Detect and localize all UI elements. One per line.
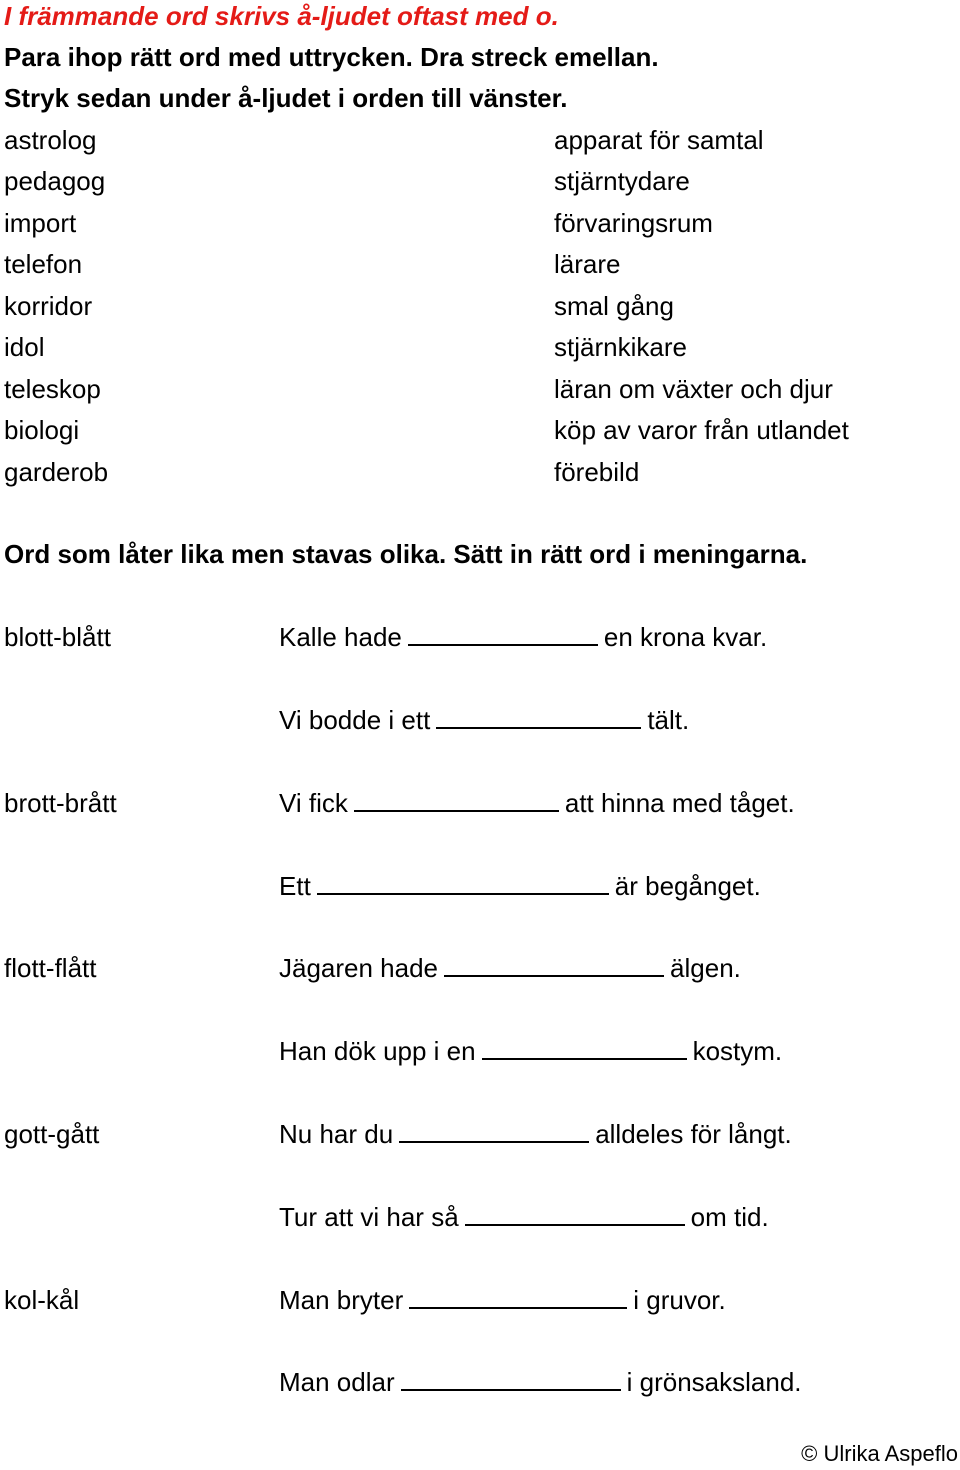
answer-blank[interactable] — [465, 1202, 685, 1226]
sentence-10 — [279, 1366, 802, 1398]
sentence-after: älgen. — [670, 953, 741, 983]
sentence-2 — [279, 704, 689, 736]
right-phrase-5: smal gång — [554, 291, 674, 321]
right-phrase-4: lärare — [554, 249, 621, 279]
section1-instruction-2: Stryk sedan under å-ljudet i orden till vänster. — [4, 83, 568, 113]
left-word-4: telefon — [4, 249, 83, 279]
pair-label-blott-blatt: blott-blått — [4, 622, 111, 652]
sentence-after: om tid. — [690, 1202, 769, 1232]
right-phrase-3: förvaringsrum — [554, 208, 713, 238]
sentence-before: Kalle hade — [279, 622, 402, 652]
right-phrase-2: stjärntydare — [554, 166, 690, 196]
pair-label-kol-kal: kol-kål — [4, 1285, 80, 1315]
right-phrase-7: läran om växter och djur — [554, 374, 833, 404]
sentence-after: i grönsaksland. — [626, 1367, 802, 1397]
sentence-before: Tur att vi har så — [279, 1202, 459, 1232]
answer-blank[interactable] — [317, 871, 609, 895]
answer-blank[interactable] — [482, 1036, 687, 1060]
sentence-4 — [279, 870, 761, 902]
section1-title: I främmande ord skrivs å-ljudet oftast med o. — [4, 1, 559, 31]
answer-blank[interactable] — [409, 1285, 627, 1309]
left-word-2: pedagog — [4, 166, 106, 196]
sentence-before: Man bryter — [279, 1285, 404, 1315]
sentence-before: Vi bodde i ett — [279, 705, 431, 735]
sentence-9 — [279, 1284, 726, 1316]
left-word-1: astrolog — [4, 125, 97, 155]
sentence-before: Man odlar — [279, 1367, 395, 1397]
pair-label-gott-gatt: gott-gått — [4, 1119, 100, 1149]
left-word-6: idol — [4, 332, 45, 362]
sentence-after: tält. — [647, 705, 690, 735]
sentence-before: Jägaren hade — [279, 953, 439, 983]
answer-blank[interactable] — [399, 1119, 589, 1143]
sentence-1 — [279, 621, 767, 653]
sentence-after: att hinna med tåget. — [564, 788, 795, 818]
left-word-7: teleskop — [4, 374, 101, 404]
sentence-before: Vi fick — [279, 788, 348, 818]
sentence-after: i gruvor. — [633, 1285, 726, 1315]
sentence-5 — [279, 952, 741, 984]
answer-blank[interactable] — [401, 1367, 621, 1391]
section2-title: Ord som låter lika men stavas olika. Sätt in rätt ord i meningarna. — [4, 539, 808, 569]
copyright-notice: © Ulrika Aspeflo — [801, 1441, 958, 1466]
answer-blank[interactable] — [444, 953, 664, 977]
sentence-6 — [279, 1035, 782, 1067]
left-word-8: biologi — [4, 415, 80, 445]
sentence-after: en krona kvar. — [603, 622, 768, 652]
answer-blank[interactable] — [436, 705, 641, 729]
sentence-7 — [279, 1118, 792, 1150]
sentence-after: alldeles för långt. — [595, 1119, 792, 1149]
sentence-before: Nu har du — [279, 1119, 394, 1149]
right-phrase-6: stjärnkikare — [554, 332, 687, 362]
pair-label-flott-flatt: flott-flått — [4, 953, 97, 983]
left-word-9: garderob — [4, 457, 109, 487]
right-phrase-9: förebild — [554, 457, 640, 487]
sentence-8 — [279, 1201, 769, 1233]
right-phrase-8: köp av varor från utlandet — [554, 415, 849, 445]
left-word-5: korridor — [4, 291, 93, 321]
sentence-before: Han dök upp i en — [279, 1036, 476, 1066]
sentence-after: kostym. — [692, 1036, 783, 1066]
section1-instruction-1: Para ihop rätt ord med uttrycken. Dra streck emellan. — [4, 42, 659, 72]
right-phrase-1: apparat för samtal — [554, 125, 764, 155]
answer-blank[interactable] — [408, 622, 598, 646]
pair-label-brott-bratt: brott-brått — [4, 788, 117, 818]
sentence-before: Ett — [279, 871, 311, 901]
sentence-after: är begånget. — [614, 871, 761, 901]
left-word-3: import — [4, 208, 77, 238]
sentence-3 — [279, 787, 795, 819]
answer-blank[interactable] — [354, 788, 559, 812]
